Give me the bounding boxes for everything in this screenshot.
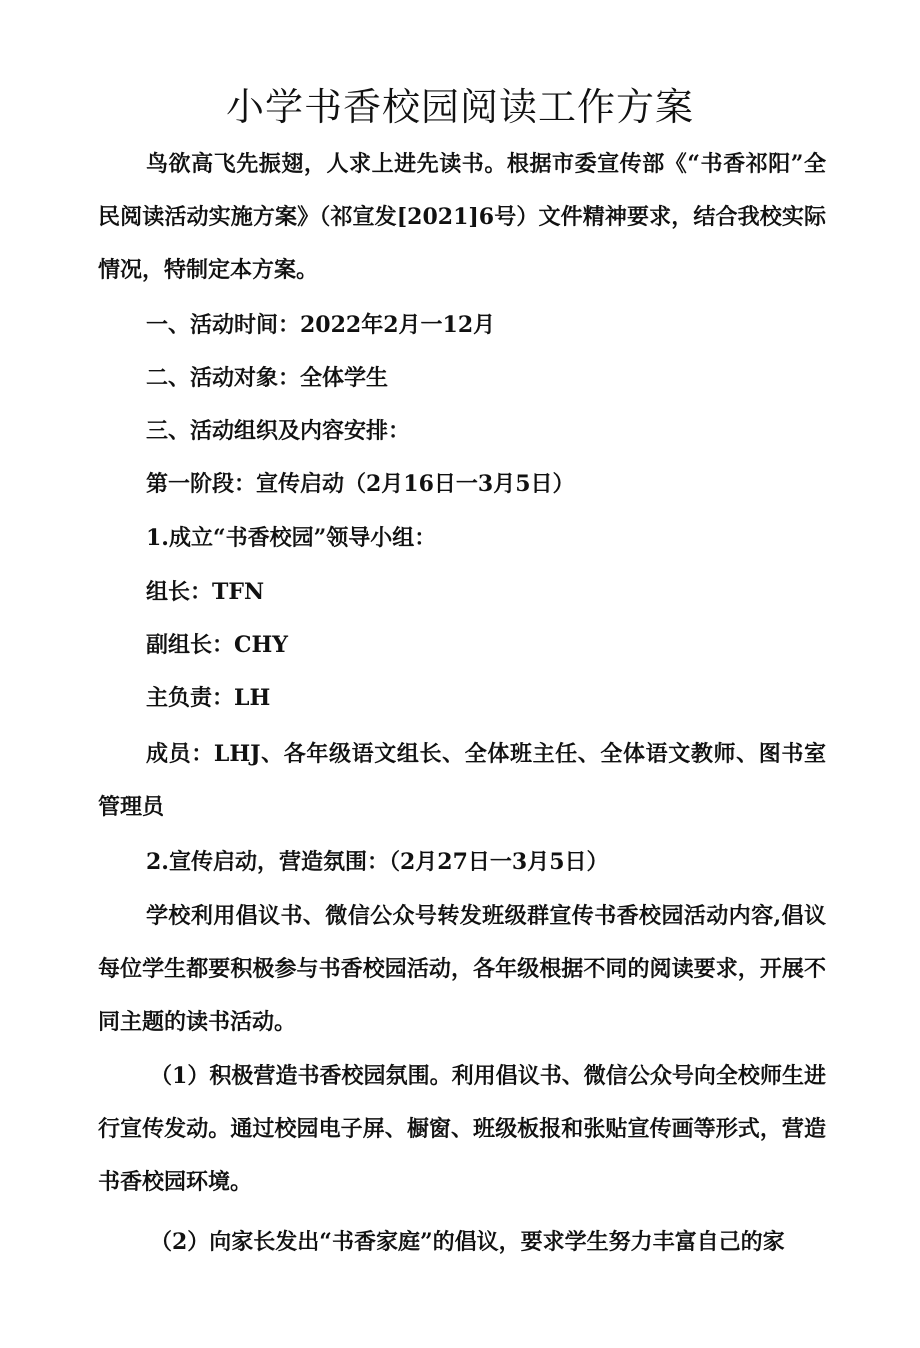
stage-one-heading: 第一阶段：宣传启动（2月16日一3月5日）	[146, 471, 575, 497]
principal-in-charge: 主负责：LH	[146, 685, 271, 711]
deputy-leader: 副组长：CHY	[146, 632, 289, 658]
members-paragraph: 成员：LHJ、各年级语文组长、全体班主任、全体语文教师、图书室管理员	[98, 741, 826, 820]
intro-paragraph: 鸟欲高飞先振翅，人求上进先读书。根据市委宣传部《“书香祁阳”全民阅读活动实施方案》（祁宣发[2021]6号）文件精神要求，结合我校实际情况，特制定本方案。	[98, 151, 826, 283]
group-leader: 组长：TFN	[146, 579, 265, 605]
promotion-heading: 2.宣传启动，营造氛围：（2月27日一3月5日）	[146, 849, 609, 875]
point-one-paragraph: （1）积极营造书香校园氛围。利用倡议书、微信公众号向全校师生进行宣传发动。通过校园电子屏、橱窗、班级板报和张贴宣传画等形式，营造书香校园环境。	[98, 1063, 826, 1195]
document-title: 小学书香校园阅读工作方案	[225, 85, 694, 129]
point-two-paragraph: （2）向家长发出“书香家庭”的倡议，要求学生努力丰富自己的家	[150, 1229, 785, 1255]
leadership-group-heading: 1.成立“书香校园”领导小组：	[146, 525, 437, 551]
activity-organization: 三、活动组织及内容安排：	[146, 418, 411, 444]
activity-target: 二、活动对象：全体学生	[146, 365, 389, 391]
activity-time: 一、活动时间：2022年2月一12月	[146, 312, 496, 338]
promotion-paragraph: 学校利用倡议书、微信公众号转发班级群宣传书香校园活动内容,倡议每位学生都要积极参与书香校园活动，各年级根据不同的阅读要求，开展不同主题的读书活动。	[98, 903, 826, 1035]
